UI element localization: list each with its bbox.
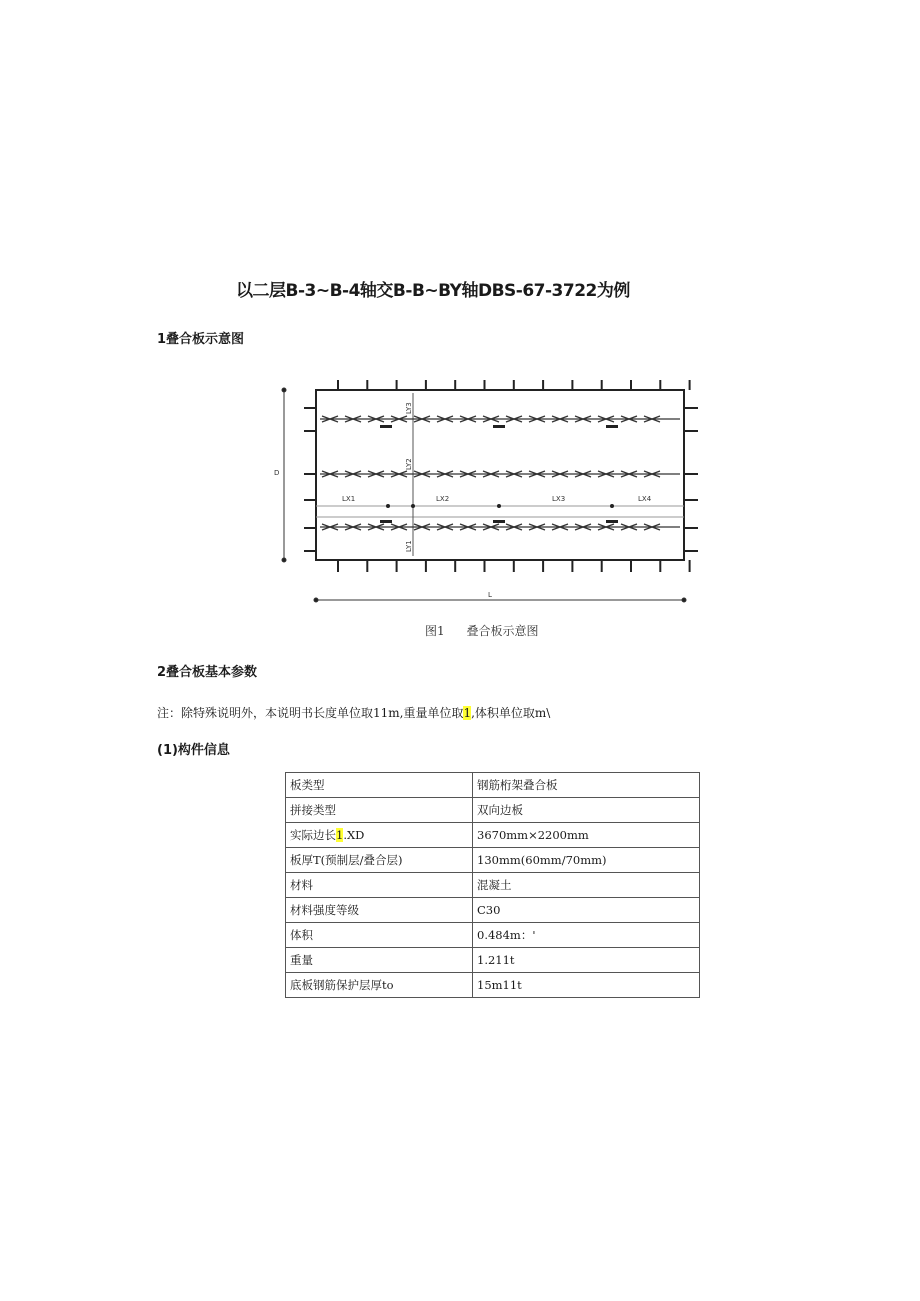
label-lx1: LX1 bbox=[342, 495, 356, 503]
node-dot bbox=[386, 504, 390, 508]
section-heading-diagram: 1叠合板示意图 bbox=[157, 332, 245, 347]
lifting-point-mark bbox=[380, 520, 392, 523]
table-value: 0.484m：' bbox=[473, 923, 700, 948]
section-heading-component-info: (1)构件信息 bbox=[157, 743, 230, 758]
label-d: D bbox=[274, 469, 280, 477]
table-key: 材料 bbox=[286, 873, 473, 898]
unit-note-text-end: ,体积单位取m\ bbox=[471, 706, 551, 720]
page-title: 以二层B-3~B-4轴交B-B~BY轴DBS-67-3722为例 bbox=[236, 281, 630, 301]
label-lx4: LX4 bbox=[638, 495, 652, 503]
lifting-point-mark bbox=[493, 520, 505, 523]
table-key: 重量 bbox=[286, 948, 473, 973]
table-value: 130mm(60mm/70mm) bbox=[473, 848, 700, 873]
table-row bbox=[286, 773, 700, 798]
table-key: 体积 bbox=[286, 923, 473, 948]
slab-diagram bbox=[270, 378, 710, 610]
table-key: 材料强度等级 bbox=[286, 898, 473, 923]
table-key: 板厚T(预制层/叠合层) bbox=[286, 848, 473, 873]
label-ly2: LY2 bbox=[405, 458, 413, 470]
table-key: 拼接类型 bbox=[286, 798, 473, 823]
table-key: 板类型 bbox=[286, 773, 473, 798]
label-lx3: LX3 bbox=[552, 495, 566, 503]
dimension-dot bbox=[314, 598, 318, 602]
table-value: C30 bbox=[473, 898, 700, 923]
dimension-dot bbox=[282, 558, 286, 562]
dimension-dot bbox=[682, 598, 686, 602]
table-key-text-end: .XD bbox=[343, 828, 365, 842]
table-row bbox=[286, 823, 700, 848]
table-value: 15m11t bbox=[473, 973, 700, 998]
dimension-dot bbox=[282, 388, 286, 392]
node-dot bbox=[411, 504, 415, 508]
table-row bbox=[286, 848, 700, 873]
table-value: 1.211t bbox=[473, 948, 700, 973]
table-row bbox=[286, 948, 700, 973]
table-value: 混凝土 bbox=[473, 873, 700, 898]
node-dot bbox=[497, 504, 501, 508]
label-ly1: LY1 bbox=[405, 540, 413, 552]
table-row bbox=[286, 873, 700, 898]
figure-caption: 图1 叠合板示意图 bbox=[425, 624, 539, 638]
lifting-point-mark bbox=[493, 425, 505, 428]
lifting-point-mark bbox=[606, 520, 618, 523]
table-row bbox=[286, 923, 700, 948]
label-lx2: LX2 bbox=[436, 495, 450, 503]
table-key-text: 实际边长 bbox=[290, 828, 336, 842]
unit-note bbox=[157, 704, 550, 721]
table-key bbox=[286, 823, 473, 848]
slab-outline bbox=[316, 390, 684, 560]
table-row bbox=[286, 798, 700, 823]
table-value: 双向边板 bbox=[473, 798, 700, 823]
unit-note-text: 注：除特殊说明外，本说明书长度单位取11m,重量单位取 bbox=[157, 706, 464, 720]
lifting-point-mark bbox=[606, 425, 618, 428]
table-row bbox=[286, 973, 700, 998]
table-key-highlight: 1 bbox=[336, 828, 344, 842]
section-heading-parameters: 2叠合板基本参数 bbox=[157, 665, 258, 680]
component-info-table bbox=[285, 772, 700, 998]
lifting-point-mark bbox=[380, 425, 392, 428]
table-value: 3670mm×2200mm bbox=[473, 823, 700, 848]
table-key: 底板钢筋保护层厚to bbox=[286, 973, 473, 998]
table-value: 钢筋桁架叠合板 bbox=[473, 773, 700, 798]
label-l: L bbox=[488, 591, 492, 599]
table-row bbox=[286, 898, 700, 923]
node-dot bbox=[610, 504, 614, 508]
unit-note-highlight: 1 bbox=[463, 706, 472, 720]
label-ly3: LY3 bbox=[405, 402, 413, 414]
